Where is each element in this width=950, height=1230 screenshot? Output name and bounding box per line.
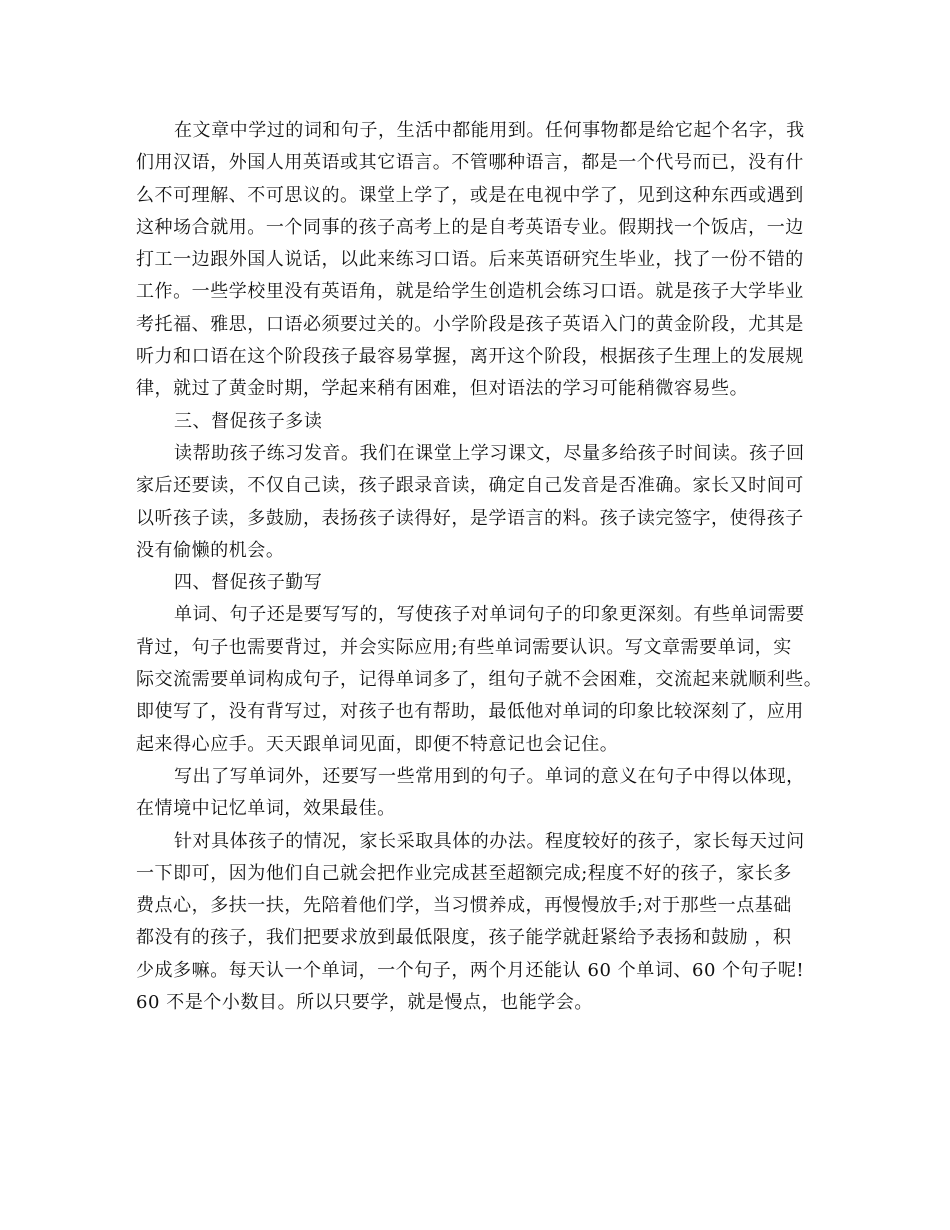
text-line: 们用汉语，外国人用英语或其它语言。不管哪种语言，都是一个代号而已，没有什 — [136, 152, 804, 174]
text-line: 家后还要读，不仅自己读，孩子跟录音读，确定自己发音是否准确。家长又时间可 — [136, 475, 804, 497]
text-line: 在文章中学过的词和句子，生活中都能用到。任何事物都是给它起个名字，我 — [174, 120, 805, 141]
text-line: 少成多嘛。每天认一个单词，一个句子，两个月还能认 60 个单词、60 个句子呢! — [136, 959, 805, 981]
paragraph — [136, 438, 828, 567]
text-line: 即使写了，没有背写过，对孩子也有帮助，最低他对单词的印象比较深刻了，应用 — [136, 701, 804, 723]
text-line: 以听孩子读，多鼓励，表扬孩子读得好，是学语言的料。孩子读完签字，使得孩子 — [136, 507, 804, 529]
paragraph — [136, 599, 828, 760]
text-line: 没有偷懒的机会。 — [136, 539, 285, 561]
text-line: 一下即可，因为他们自己就会把作业完成甚至超额完成;程度不好的孩子，家长多 — [136, 862, 792, 884]
paragraph — [136, 761, 828, 826]
text-line: 都没有的孩子，我们把要求放到最低限度，孩子能学就赶紧给予表扬和鼓励 ，积 — [136, 927, 792, 949]
text-line: 律，就过了黄金时期，学起来稍有困难，但对语法的学习可能稍微容易些。 — [136, 378, 749, 400]
text-line: 么不可理解、不可思议的。课堂上学了，或是在电视中学了，见到这种东西或遇到 — [136, 184, 804, 206]
text-line: 四、督促孩子勤写 — [174, 572, 323, 594]
text-line: 写出了写单词外，还要写一些常用到的句子。单词的意义在句子中得以体现， — [174, 765, 805, 787]
section-heading — [136, 406, 828, 438]
section-heading — [136, 567, 828, 599]
text-line: 背过，句子也需要背过，并会实际应用;有些单词需要认识。写文章需要单词，实 — [136, 636, 792, 658]
text-line: 打工一边跟外国人说话，以此来练习口语。后来英语研究生毕业，找了一份不错的 — [136, 249, 804, 271]
text-line: 在情境中记忆单词，效果最佳。 — [136, 798, 396, 820]
text-line: 这种场合就用。一个同事的孩子高考上的是自考英语专业。假期找一个饭店，一边 — [136, 216, 804, 238]
text-line: 起来得心应手。天天跟单词见面，即便不特意记也会记住。 — [136, 733, 619, 755]
text-line: 听力和口语在这个阶段孩子最容易掌握，离开这个阶段，根据孩子生理上的发展规 — [136, 346, 804, 368]
document-body — [136, 115, 828, 1019]
text-line: 读帮助孩子练习发音。我们在课堂上学习课文，尽量多给孩子时间读。孩子回 — [174, 442, 805, 464]
text-line: 考托福、雅思，口语必须要过关的。小学阶段是孩子英语入门的黄金阶段，尤其是 — [136, 313, 804, 335]
text-line: 60 不是个小数目。所以只要学，就是慢点，也能学会。 — [136, 992, 593, 1014]
paragraph — [136, 115, 828, 406]
text-line: 工作。一些学校里没有英语角，就是给学生创造机会练习口语。就是孩子大学毕业 — [136, 281, 804, 303]
text-line: 费点心，多扶一扶，先陪着他们学，当习惯养成，再慢慢放手;对于那些一点基础 — [136, 895, 792, 917]
text-line: 单词、句子还是要写写的，写使孩子对单词句子的印象更深刻。有些单词需要 — [174, 604, 805, 626]
text-line: 际交流需要单词构成句子，记得单词多了，组句子就不会困难，交流起来就顺利些。 — [136, 669, 823, 691]
text-line: 三、督促孩子多读 — [174, 410, 323, 432]
text-line: 针对具体孩子的情况，家长采取具体的办法。程度较好的孩子，家长每天过问 — [174, 830, 805, 852]
paragraph — [136, 826, 828, 1020]
